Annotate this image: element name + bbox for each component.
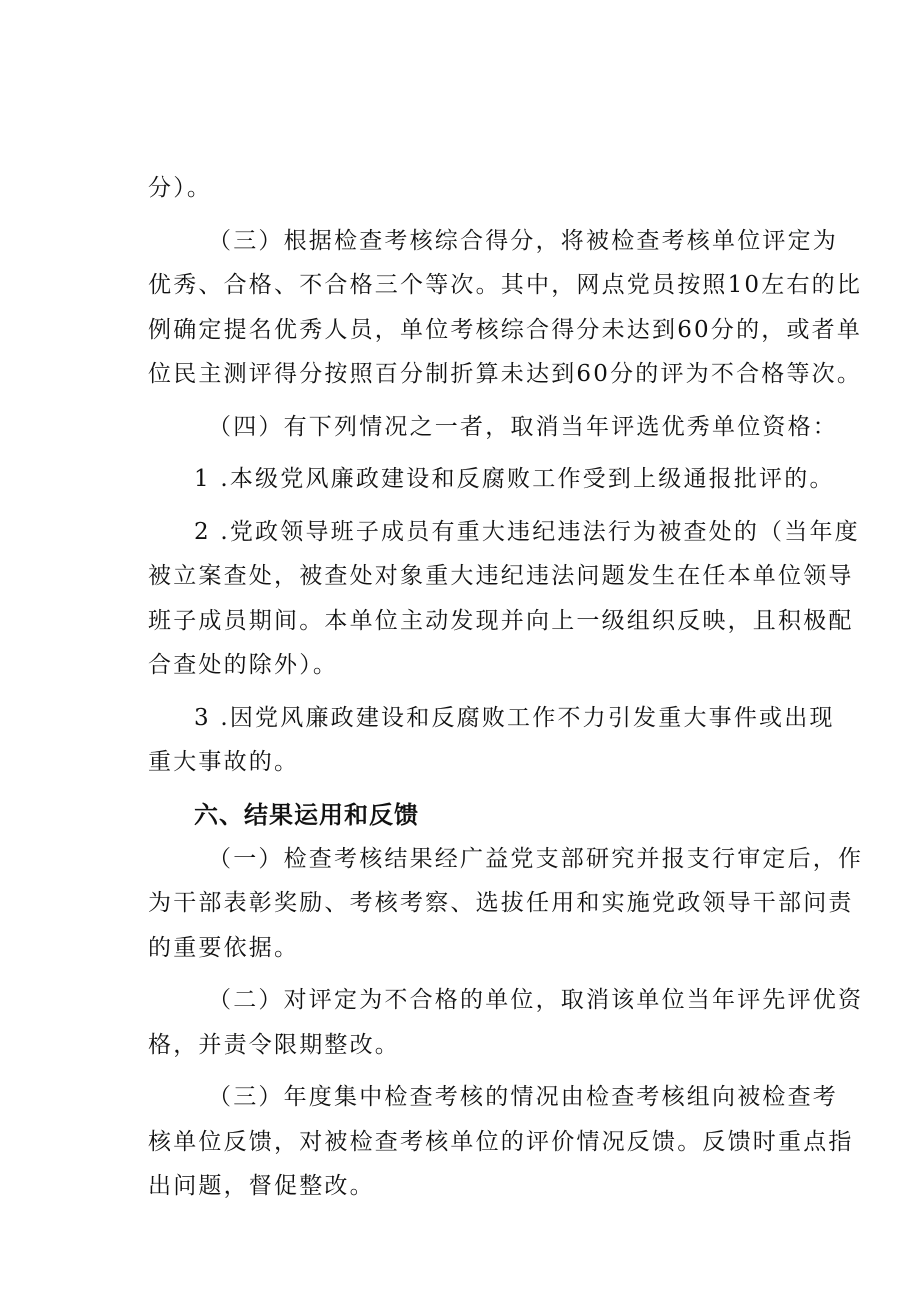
text-line: 出问题，督促整改。 bbox=[148, 1173, 375, 1199]
text-line: （一）检查考核结果经广益党支部研究并报支行审定后，作 bbox=[208, 845, 864, 872]
section-heading-6: 六、结果运用和反馈 bbox=[194, 800, 419, 829]
text-line: 位民主测评得分按照百分制折算未达到60分的评为不合格等次。 bbox=[148, 361, 863, 387]
text-line: （二）对评定为不合格的单位，取消该单位当年评先评优资 bbox=[208, 987, 864, 1013]
text-line: 重大事故的。 bbox=[148, 749, 300, 775]
text-line: 为干部表彰奖励、考核考察、选拔任用和实施党政领导干部问责 bbox=[148, 890, 854, 916]
text-line: （四）有下列情况之一者，取消当年评选优秀单位资格： bbox=[208, 413, 838, 440]
document-body bbox=[148, 166, 864, 1209]
text-line: （三）根据检查考核综合得分，将被检查考核单位评定为 bbox=[208, 227, 838, 254]
text-line: 3 .因党风廉政建设和反腐败工作不力引发重大事件或出现 bbox=[194, 704, 835, 731]
section-6-body bbox=[148, 837, 864, 1209]
section-5-continuation bbox=[148, 166, 863, 785]
text-line: 优秀、合格、不合格三个等次。其中，网点党员按照10左右的比 bbox=[148, 272, 863, 298]
text-line: 合查处的除外）。 bbox=[148, 652, 339, 678]
text-line: 被立案查处，被查处对象重大违纪违法问题发生在任本单位领导 bbox=[148, 563, 854, 589]
text-line: 格，并责令限期整改。 bbox=[148, 1031, 400, 1058]
text-line: 2 .党政领导班子成员有重大违纪违法行为被查处的（当年度 bbox=[194, 518, 860, 545]
text-line: 例确定提名优秀人员，单位考核综合得分未达到60分的，或者单 bbox=[148, 316, 863, 343]
text-line: （三）年度集中检查考核的情况由检查考核组向被检查考 bbox=[208, 1084, 838, 1110]
text-line: 班子成员期间。本单位主动发现并向上一级组织反映，且积极配 bbox=[148, 607, 854, 634]
text-line: 的重要依据。 bbox=[148, 934, 300, 961]
text-line: 分）。 bbox=[148, 175, 213, 201]
text-line: 1 .本级党风廉政建设和反腐败工作受到上级通报批评的。 bbox=[194, 466, 835, 492]
text-line: 核单位反馈，对被检查考核单位的评价情况反馈。反馈时重点指 bbox=[148, 1128, 854, 1155]
